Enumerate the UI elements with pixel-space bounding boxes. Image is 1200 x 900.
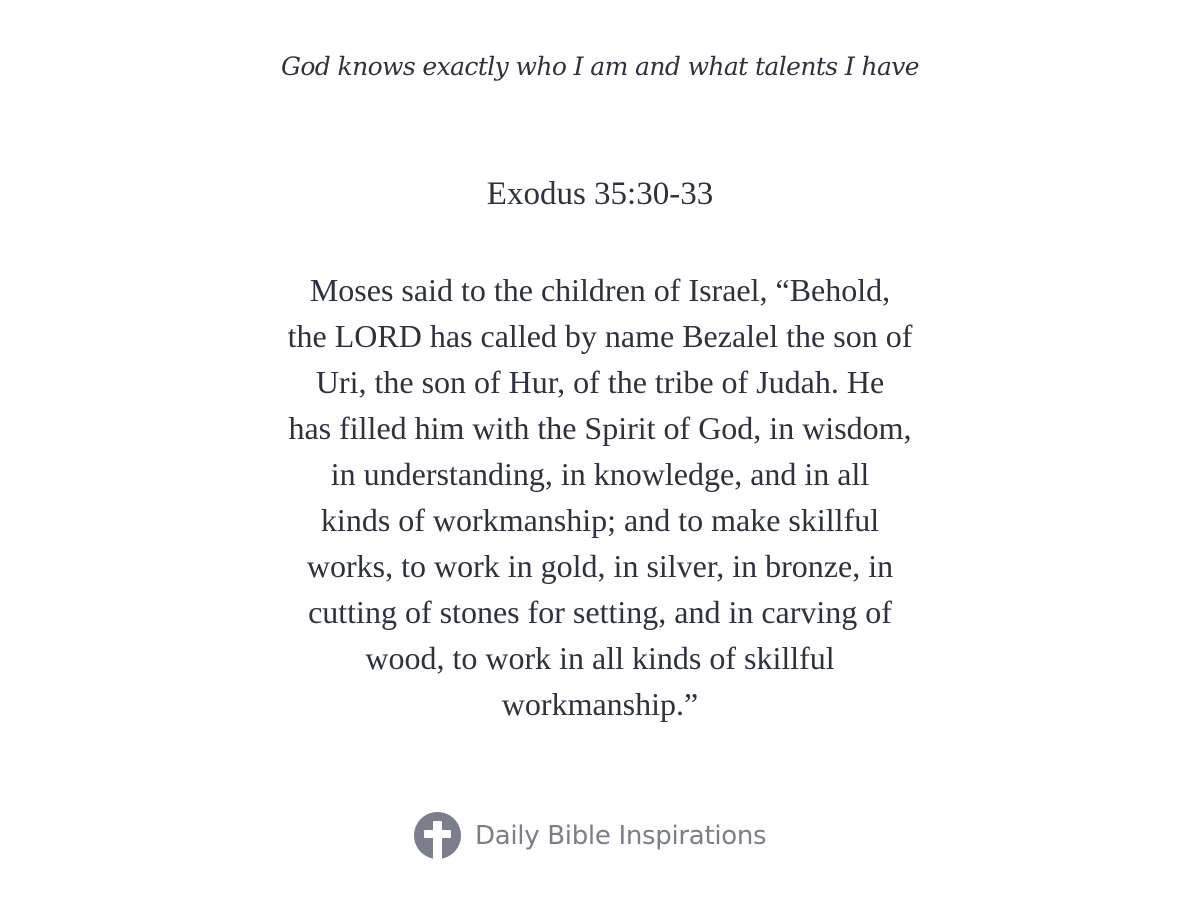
verse-line: works, to work in gold, in silver, in bronze, in [306,548,894,584]
verse-line: wood, to work in all kinds of skillful [365,640,835,676]
verse-line: Moses said to the children of Israel, “Behold, [309,272,891,308]
subtitle: God knows exactly who I am and what talents I have [280,52,919,81]
verse-reference: Exodus 35:30-33 [486,176,714,212]
verse-line: has filled him with the Spirit of God, in wisdom, [288,410,912,446]
verse-line: kinds of workmanship; and to make skillful [320,502,880,538]
verse-line: in understanding, in knowledge, and in all [330,456,870,492]
brand-name: Daily Bible Inspirations [475,820,767,851]
verse-text [0,267,1200,727]
verse-line: Uri, the son of Hur, of the tribe of Judah. He [315,364,885,400]
brand-footer [414,812,766,859]
cross-icon [414,812,461,859]
verse-line: cutting of stones for setting, and in carving of [308,594,892,630]
verse-line: the LORD has called by name Bezalel the son of [287,318,913,354]
verse-line: workmanship.” [501,686,699,722]
